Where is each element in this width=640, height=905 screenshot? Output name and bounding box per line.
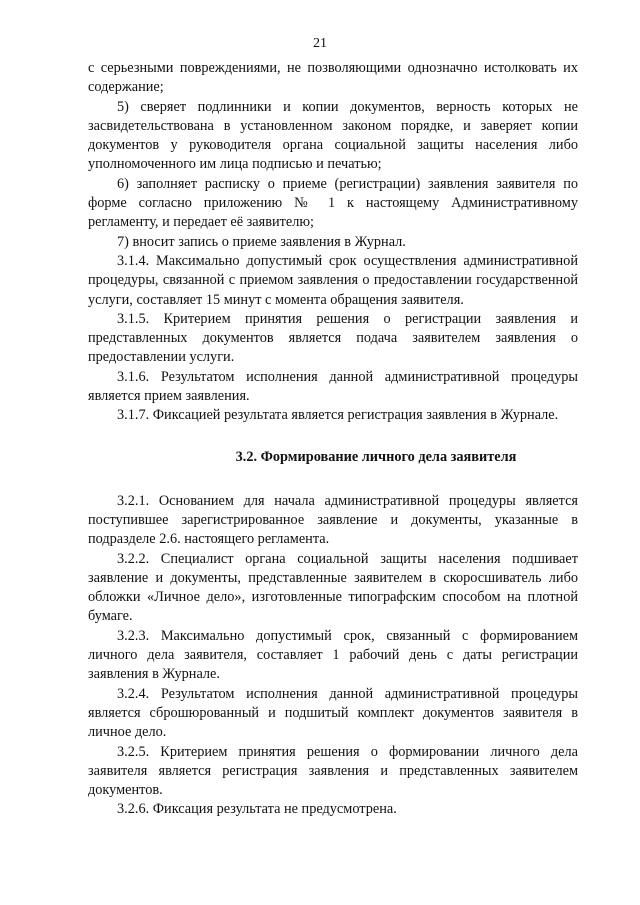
- paragraph-continuation: с серьезными повреждениями, не позволяющими однозначно истолковать их содержание;: [88, 60, 578, 96]
- paragraph-3-1-7: 3.1.7. Фиксацией результата является регистрация заявления в Журнале.: [117, 407, 559, 424]
- paragraph-3-2-5: 3.2.5. Критерием принятия решения о формировании личного дела заявителя является регистрация заявления и представленных заявителем документов.: [88, 743, 578, 799]
- paragraph-3-1-6: 3.1.6. Результатом исполнения данной административной процедуры является прием заявления.: [88, 368, 578, 405]
- paragraph-3-2-6: 3.2.6. Фиксация результата не предусмотрена.: [117, 801, 397, 818]
- paragraph-3-1-5: 3.1.5. Критерием принятия решения о регистрации заявления и представленных документов является подача заявителем заявления о предоставлении услуги.: [88, 310, 578, 366]
- paragraph-3-2-2: 3.2.2. Специалист органа социальной защиты населения подшивает заявление и документы, представленные заявителем в скоросшиватель либо обложки «Личное дело», изготовленные типографским способом на плотной бумаге.: [88, 550, 578, 625]
- section-title: 3.2. Формирование личного дела заявителя: [235, 448, 517, 465]
- paragraph-3-2-3: 3.2.3. Максимально допустимый срок, связанный с формированием личного дела заявителя, составляет 1 рабочий день с даты регистрации заявления в Журнале.: [88, 627, 578, 683]
- paragraph-3-2-4: 3.2.4. Результатом исполнения данной административной процедуры является сброшюрованный и подшитый комплект документов заявителя в личное дело.: [88, 685, 578, 741]
- paragraph-item-5: 5) сверяет подлинники и копии документов, верность которых не засвидетельствована в установленном законом порядке, и заверяет копии документов у руководителя органа социальной защиты населения либо уполномоченного им лица подписью и печатью;: [88, 98, 578, 173]
- document-body: [88, 59, 578, 820]
- page-number: 21: [313, 36, 327, 51]
- paragraph-item-6: 6) заполняет расписку о приеме (регистрации) заявления заявителя по форме согласно приложению № 1 к настоящему Административному регламенту, и передает её заявителю;: [88, 175, 578, 231]
- paragraph-3-2-1: 3.2.1. Основанием для начала административной процедуры является поступившее зарегистрированное заявление и документы, указанные в подразделе 2.6. настоящего регламента.: [88, 492, 578, 548]
- paragraph-3-1-4: 3.1.4. Максимально допустимый срок осуществления административной процедуры, связанной с приемом заявления о предоставлении государственной услуги, составляет 15 минут с момента обращения заявителя.: [88, 252, 578, 308]
- paragraph-item-7: 7) вносит запись о приеме заявления в Журнал.: [117, 233, 406, 250]
